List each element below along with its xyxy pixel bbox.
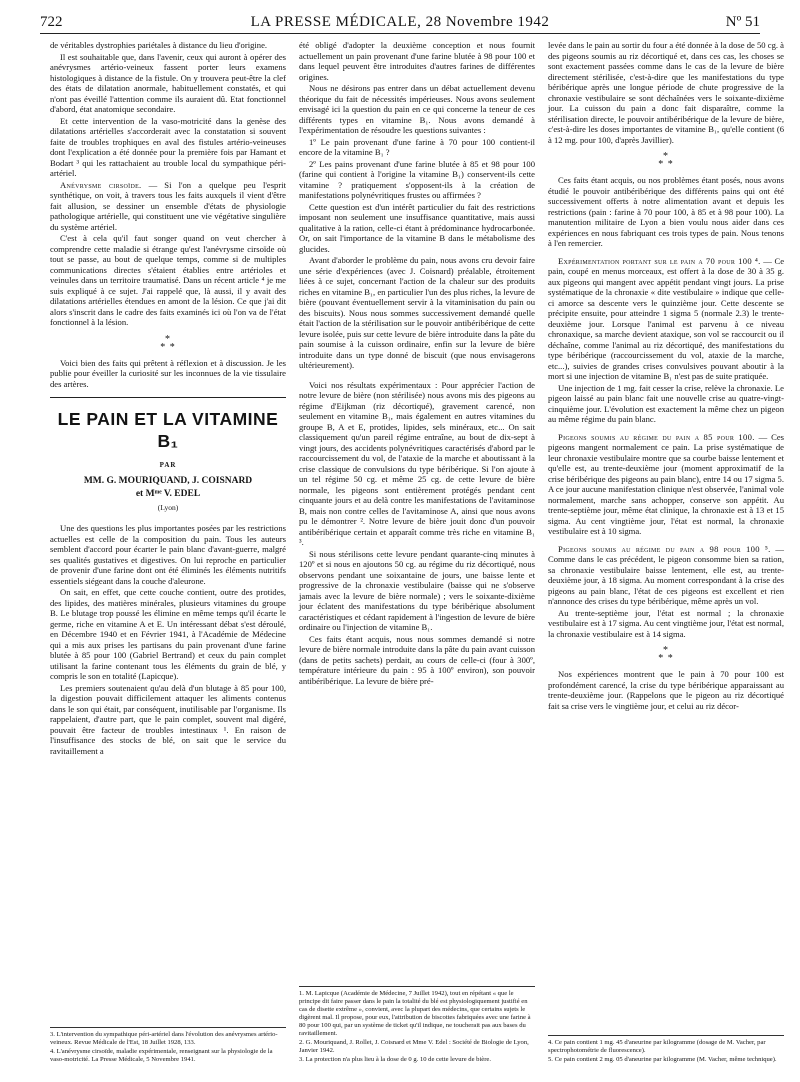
footnote: 3. L'intervention du sympathique péri-artériel dans l'évolution des anévrysmes artério-veineux. Revue Médicale de l'Est, 18 Juillet 1928, 133. xyxy=(50,1031,278,1046)
article-divider xyxy=(50,397,286,398)
paragraph: Nous ne désirons pas entrer dans un débat actuellement devenu théorique du fait de nécessités impérieuses. Nous avons seulement envisagé ici la question du pain en ce qui concerne la teneur de ces différents types en vitamine B₁. Nous avons demandé à l'expérimentation de résoudre les questions suivantes : xyxy=(299,83,535,135)
page-header xyxy=(40,12,760,34)
column-2 xyxy=(299,40,535,687)
paragraph: Il est souhaitable que, dans l'avenir, ceux qui auront à opérer des anévrysmes artério-veineux fassent porter leurs examens histologiques à distance de la fistule. On y trouvera peut-être la clef des états de dilatation anormale, habituellement constatés, et qui n'ont pas éveillé l'attention comme ils auraient dû. Etat fonctionnel d'abord, état anatomique secondaire. xyxy=(50,51,286,114)
paragraph xyxy=(548,256,784,382)
section-text: — Ces pigeons mangent normalement ce pain. La prise systématique de leur chronaxie vestibulaire montre que sa courbe baisse lentement et qu'elle est, au trente-deuxième jour (moment approximatif de la crise béribérique des pigeons au pain blanc), entre 14 ou 17 sigma 5. A ce jour aucune manifestation clinique n'est observée, l'animal vole normalement, marche sans achopper, conserve son appétit. Au trente-septième jour, même état clinique, la chronaxie est à 13 et 15 sigma. Au cent vingtième jour, l'état est normal, la chronaxie vestibulaire est à 10 sigma. xyxy=(548,431,784,536)
section-separator: * * * xyxy=(658,645,674,664)
paragraph: Une injection de 1 mg. fait cesser la crise, relève la chronaxie. Le pigeon laissé au pain blanc fait une nouvelle crise au quatre-vingt-cinquième jour. L'évolution est exactement la même chez un pigeon au même régime du pain blanc. xyxy=(548,382,784,424)
by-line-label: PAR xyxy=(159,461,177,469)
footnotes-col-1 xyxy=(50,1021,286,1064)
paragraph: levée dans le pain au sortir du four a été donnée à la dose de 50 cg. à des pigeons soumis au riz décortiqué et, dans ces cas, les choses se sont exactement passées comme dans le cas de la levure de bière directement stérilisée, c'est-à-dire que les manifestations du type béribérique après une longue période de chute progressive de la chronaxie vestibulaire se sont déchaînées vers le soixante-dixième jour. La cuisson du pain a donc fait disparaître, comme la stérilisation directe, le pouvoir antibéribérique de la levure de bière, c'est-à-dire les doses importantes de vitamine B₁, qu'elle contient (6 à 12 mg. pour 100, d'après Javillier). xyxy=(548,40,784,145)
footnote: 4. L'anévrysme cirsoïde, maladie expérimentale, renseignant sur la physiologie de la vaso-motricité. La Presse Médicale, 5 Novembre 1941. xyxy=(50,1048,273,1063)
column-3 xyxy=(548,40,784,712)
section-text: — Si l'on a quelque peu l'esprit synthétique, on voit, à travers tous les faits auxquels il vient d'être fait allusion, se dessiner un ensemble d'états de physiologie pathologique artérielle, qui constituent une vie végétative singulière du système artériel. xyxy=(50,179,286,232)
footnote: 2. G. Mouriquand, J. Rollet, J. Coisnard et Mme V. Edel : Société de Biologie de Lyon, Janvier 1942. xyxy=(299,1039,529,1054)
section-lead: Pigeons soumis au régime du pain a 85 pour 100. xyxy=(558,431,755,442)
footnote: 3. La protection n'a plus lieu à la dose de 0 g. 10 de cette levure de bière. xyxy=(299,1056,491,1063)
column-1 xyxy=(50,40,286,757)
paragraph: On sait, en effet, que cette couche contient, outre des protides, des lipides, des matières minérales, plusieurs vitamines du groupe B. Le blutage trop poussé les élimine en même temps qu'il écarte le germe, riche en vitamine A et E. Un intéressant débat s'est déroulé, en Décembre 1940 et en Février 1941, à l'Académie de Médecine qui a mis aux prises les partisans du pain provenant d'une farine blutée à 85 pour 100 (Gabriel Bertrand) et ceux du pain complet utilisant la farine contenant tous les éléments du grain de blé, y compris le son en totalité (Lapicque). xyxy=(50,587,286,681)
affiliation: (Lyon) xyxy=(157,502,179,512)
paragraph: C'est à cela qu'il faut songer quand on veut chercher à comprendre cette maladie si étrange qu'est l'anévrysme cirsoïde où tout se passe, au bout de quelque temps, comme si de multiples communications directes s'étaient établies entre artérioles et veinules dans un territoire traumatisé. Dans un récent article ⁴ je me suis expliqué à ce sujet. J'ai rappelé que, là aussi, il y avait des dilatations artérielles étendues en amont de la lésion. Ce que j'ai dit alors s'inscrit dans le cadre des faits examinés ici où l'on va de l'état fonctionnel à la lésion. xyxy=(50,233,286,327)
page-number: 722 xyxy=(40,14,63,30)
section-lead: Pigeons soumis au régime du pain a 98 pour 100 ⁵. xyxy=(558,543,771,554)
footnote: 1. M. Lapicque (Académie de Médecine, 7 Juillet 1942), tout en répétant « que le principe dit faire passer dans le pain la totalité du blé est physiologiquement justifié en cas de disette extrême », convient, avec la plupart des médecins, que certains sujets le digèrent mal. Il propose, pour eux, l'attribution de biscottes fabriquées avec une farine à 80 pour 100 qui, par un système de ticket qu'il indique, ne toucherait pas aux bases du ravitaillement. xyxy=(299,990,531,1037)
paragraph: Une des questions les plus importantes posées par les restrictions actuelles est celle de la composition du pain. Tous les auteurs semblent d'accord pour écarter le pain blanc d'avant-guerre, malgré ses qualités gustatives et digestives. On lui reproche en particulier de provenir d'une farine dont ont été éliminés les éléments nutritifs essentiels siégeant dans la couche d'aleurone. xyxy=(50,523,286,586)
paragraph: Ces faits étant acquis, ou nos problèmes étant posés, nous avons étudié le pouvoir antibéribérique des différents pains qui ont été successivement offerts à notre alimentation avant et depuis les restrictions (pain : farine à 70 pour 100, à 85 et à 98 pour 100). La manutention militaire de Lyon a bien voulu nous aider dans ces expériences en nous fabriquant ces trois types de pain. Nous tenons à l'en remercier. xyxy=(548,175,784,248)
issue-number: Nº 51 xyxy=(725,14,760,30)
footnotes-col-3 xyxy=(548,1029,784,1064)
paragraph: Nos expériences montrent que le pain à 70 pour 100 est profondément carencé, la crise du type béribérique apparaissant au trente-deuxième jour. (Rappelons que le pigeon au riz décortiqué fait sa crise vers le vingtième jour, et celui au riz décor- xyxy=(548,669,784,711)
footnote-rule xyxy=(548,1035,784,1036)
paragraph: Et cette intervention de la vaso-motricité dans la genèse des dilatations artérielles s'accorderait avec la constatation si souvent faite de troubles trophiques en aval des fistules artério-veineuses dont l'explication a été donnée pour la première fois par Hamant et Bodart ³ qui les rattachaient au trouble local du sympathique péri-artériel. xyxy=(50,115,286,178)
paragraph xyxy=(50,180,286,233)
footnote-rule xyxy=(50,1027,286,1028)
paragraph: été obligé d'adopter la deuxième conception et nous fournit actuellement un pain provenant d'une farine blutée à 98 pour 100 et dans lequel peuvent être introduites d'autres farines de différentes origines. xyxy=(299,40,535,82)
paragraph: Voici nos résultats expérimentaux : Pour apprécier l'action de notre levure de bière (non stérilisée) nous avons mis des pigeons au régime d'Eijkman (riz décortiqué), gravement carencé, non seulement en vitamine B₁, mais également en autres vitamines du groupe B, A et E, protides, lipides, sels minéraux, etc... On sait classiquement qu'un pareil régime entraîne, au bout de dix-sept à vingt jours, des accidents polynévritiques caractérisés d'abord par le raccourcissement du vol, de l'ataxie de la marche et aboutissant à la crise classique de convulsions du type béribérique. Si l'on ajoute à un tel régime 50 cg. et même 25 cg. de cette levure de bière normale, les pigeons sont entièrement protégés pendant cent cinquante jours et au delà contre les manifestations de l'avitaminose B, mais non contre celles de l'avitaminose A, ainsi que nous avons pu le démontrer ². Notre levure de bière jouit donc d'un pouvoir antibéribérique certain et apparaît comme très riche en vitamine B₁ ³. xyxy=(299,379,535,547)
paragraph: de véritables dystrophies pariétales à distance du lieu d'origine. xyxy=(50,40,268,50)
paragraph: Si nous stérilisons cette levure pendant quarante-cinq minutes à 120º et si nous en ajoutons 50 cg. au régime du riz décortiqué, nous observons pendant une soixantaine de jours, une baisse lente et progressive de la chronaxie vestibulaire (baisse qui ne s'observe jamais avec la levure de bière normale) ; vers le soixante-dixième jour éclatent des manifestations du type béribérique absolument caractéristiques et cédant rapidement à l'ingestion de levure de bière ordinaire ou l'injection de vitamine B₁. xyxy=(299,548,535,632)
paragraph: Avant d'aborder le problème du pain, nous avons cru devoir faire une série d'expériences (avec J. Coisnard) préalable, étroitement liées à ce sujet, concernant l'action de la chaleur sur des produits riches en vitamine B₁, en particulier l'un des plus riches, la levure de bière (pouvant éventuellement servir à la vitaminisation du pain ou des biscuits). Nous nous sommes successivement demandé quelle était l'action de la stérilisation sur le pouvoir antibéribérique de cette levure isolée, puis sur cette levure de bière introduite dans la pâte du pain soumise à la cuisson ordinaire, enfin sur la levure de bière introduite dans un type donné de biscuit (que nous envisagerons ultérieurement). xyxy=(299,255,535,370)
section-separator: * * * xyxy=(160,333,176,353)
section-text: — Ce pain, coupé en menus morceaux, est offert à la dose de 30 à 35 g. aux pigeons qui mangent avec appétit pendant vingt jours. La prise systématique de la chronaxie « dite vestibulaire » indique que celle-ci amorce sa descente vers le quinzième jour. Cette descente se précipite ensuite, pour atteindre 1 sigma 5 (normale 2.3) le trente-deuxième jour. Lorsque l'animal est parvenu à ce niveau chronaxique, sa marche devient ataxique, son vol se raccourcit ou il déchaîne, comme l'animal au riz décortiqué, des manifestations du type béribérique (raccourcissement du vol, ataxie de la marche, etc...), suivies de grandes crises convulsives pouvant aboutir à la mort si une injection de vitamine B₁ n'est pas de suite pratiquée. xyxy=(548,255,785,381)
footnote-rule xyxy=(299,986,535,987)
paragraph: Les premiers soutenaient qu'au delà d'un blutage à 85 pour 100, la digestion pouvait difficilement attaquer les aliments contenus dans le son qui était, par conséquent, inutilisable par l'organisme. Ils rappelaient, d'autre part, que le pain complet, souvent mal digéré, pouvait être facteur de troubles intestinaux ¹. En raison de l'insuffisance des stocks de blé, on sait que le service du ravitaillement a xyxy=(50,682,286,756)
paragraph: Voici bien des faits qui prêtent à réflexion et à discussion. Je les publie pour éveiller la curiosité sur les inconnues de la vie tissulaire des artères. xyxy=(50,357,286,389)
section-text: — Comme dans le cas précédent, le pigeon consomme bien sa ration, sa chronaxie vestibulaire baisse lentement, elle est, au trente-deuxième jour, à 18 sigma. Au moment correspondant à la crise des pigeons au pain blanc, l'état de ces pigeons est excellent et rien n'annonce des crises du type béribérique, même après un vol. xyxy=(548,543,784,606)
article-heading xyxy=(50,408,286,513)
paragraph xyxy=(548,544,784,607)
paragraph: Ces faits étant acquis, nous nous sommes demandé si notre levure de bière normale introduite dans la pâte du pain avant cuisson (dans de petits sachets) perdait, au cours de celle-ci (four à 300º, température intérieure du pain : 95 à 100º environ), son pouvoir antibéribérique. La levure de bière pré- xyxy=(299,633,536,686)
section-lead: Expérimentation portant sur le pain a 70 pour 100 ⁴. xyxy=(558,255,761,266)
journal-title: LA PRESSE MÉDICALE, 28 Novembre 1942 xyxy=(250,14,550,30)
section-lead: Anévrysme cirsoïde. xyxy=(60,179,142,190)
authors: MM. G. MOURIQUAND, J. COISNARD et Mᵐᵉ V. EDEL xyxy=(83,475,253,499)
paragraph xyxy=(548,432,784,537)
footnote: 4. Ce pain contient 1 mg. 45 d'aneurine par kilogramme (dosage de M. Vacher, par spectrophotométrie de fluorescence). xyxy=(548,1039,766,1054)
paragraph: 2º Les pains provenant d'une farine blutée à 85 et 98 pour 100 (farine qui contient à l'origine la vitamine B₁) conservent-ils cette vitamine ? pratiquement s'opposent-ils à la création de manifestations polynévritiques frustes ou affirmées ? xyxy=(299,158,535,200)
footnote: 5. Ce pain contient 2 mg. 05 d'aneurine par kilogramme (M. Vacher, même technique). xyxy=(548,1056,777,1063)
footnotes-col-2 xyxy=(299,980,535,1064)
article-title: LE PAIN ET LA VITAMINE B₁ xyxy=(57,409,279,451)
paragraph: Cette question est d'un intérêt particulier du fait des restrictions imposant non seulement une insuffisance quantitative, mais aussi qualitative à la ration, celle-ci étant à prédominance hydrocarbonée. Or, on sait l'importance de la vitamine B dans le métabolisme des glucides. xyxy=(299,201,535,254)
paragraph: Au trente-septième jour, l'état est normal ; la chronaxie vestibulaire est à 17 sigma. Au cent vingtième jour, l'état est normal, la chronaxie vestibulaire est à 14 sigma. xyxy=(548,607,784,639)
paragraph: 1º Le pain provenant d'une farine à 70 pour 100 contient-il encore de la vitamine B₁ ? xyxy=(299,136,535,157)
section-separator: * * * xyxy=(658,151,674,170)
